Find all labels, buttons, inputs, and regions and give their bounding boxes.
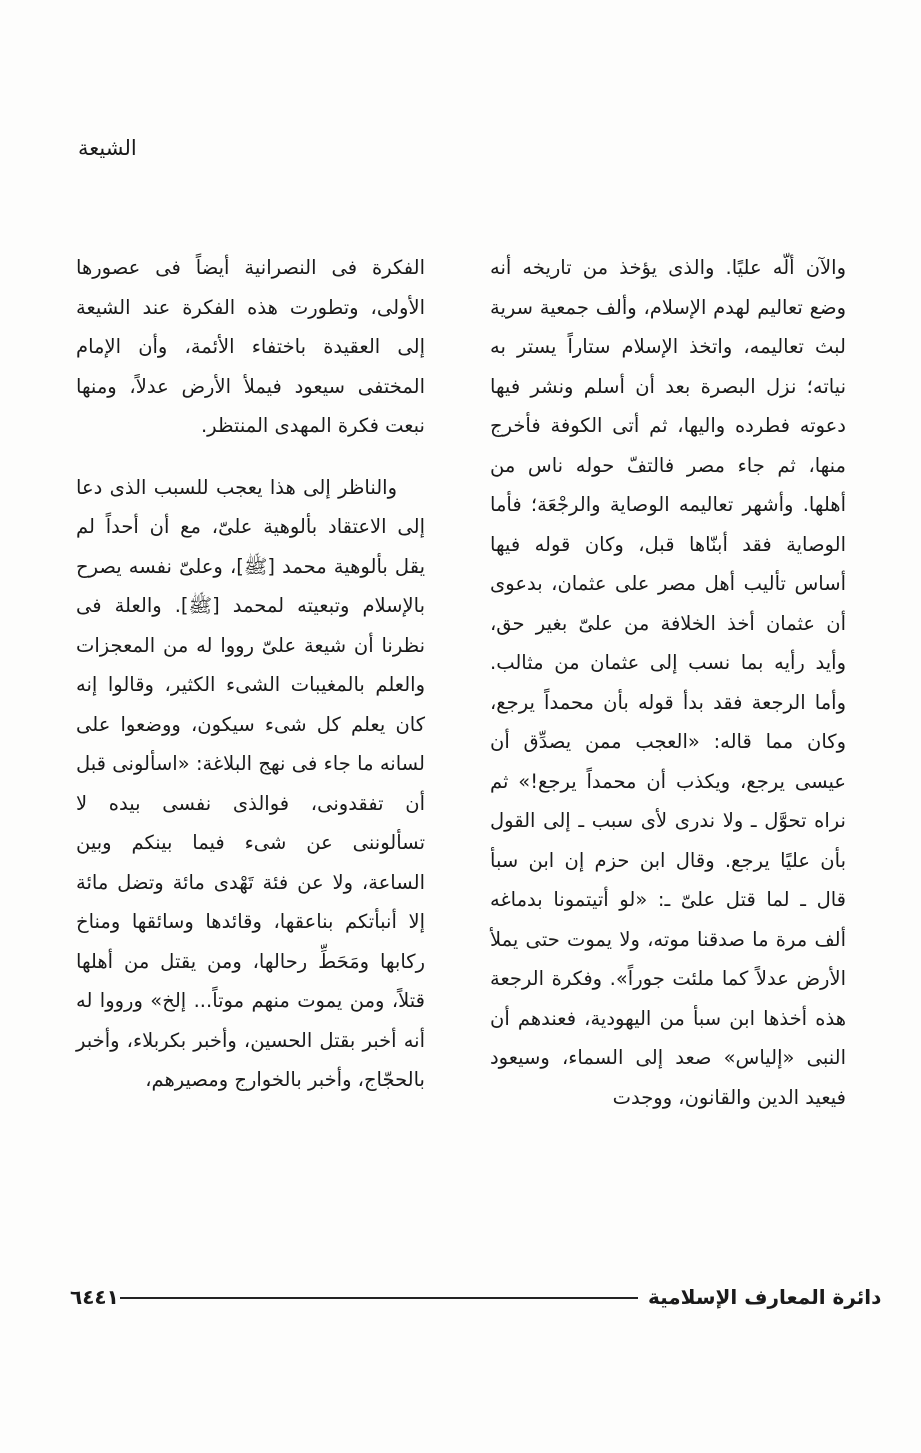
paragraph: الفكرة فى النصرانية أيضاً فى عصورها الأولى، وتطورت هذه الفكرة عند الشيعة إلى العقيدة باختفاء الأئمة، وأن الإمام المختفى سيعود فيملأ الأرض عدلاً، ومنها نبعت فكرة المهدى المنتظر. xyxy=(76,256,425,437)
footer-divider xyxy=(120,1297,638,1299)
page-footer xyxy=(0,1285,921,1325)
paragraph: والناظر إلى هذا يعجب للسبب الذى دعا إلى الاعتقاد بألوهية علىّ، مع أن أحداً لم يقل بألوهية محمد [ﷺ]، وعلىّ نفسه يصرح بالإسلام وتبعيته لمحمد [ﷺ]. والعلة فى نظرنا أن شيعة علىّ رووا له من المعجزات والعلم بالمغيبات الشىء الكثير، وقالوا إنه كان يعلم كل شىء سيكون، ووضعوا على لسانه ما جاء فى نهج البلاغة: «اسألونى قبل أن تفقدونى، فوالذى نفسى بيده لا تسألوننى عن شىء فيما بينكم وبين الساعة، ولا عن فئة تَهْدى مائة وتضل مائة إلا أنبأتكم بناعقها، وقائدها وسائقها ومناخ ركابها ومَحَطِّ رحالها، ومن يقتل من أهلها قتلاً، ومن يموت منهم موتاً... إلخ» ورووا له أنه أخبر بقتل الحسين، وأخبر بكربلاء، وأخبر بالحجّاج، وأخبر بالخوارج ومصيرهم، xyxy=(76,475,425,1091)
text-column-left xyxy=(76,248,425,1100)
page-number: ٦٤٤١ xyxy=(70,1285,119,1309)
text-column-right xyxy=(490,248,846,1117)
running-head: الشيعة xyxy=(78,136,137,160)
paragraph: والآن ألّه عليًا. والذى يؤخذ من تاريخه أنه وضع تعاليم لهدم الإسلام، وألف جمعية سرية لبث تعاليمه، واتخذ الإسلام ستاراً يستر به نياته؛ نزل البصرة بعد أن أسلم ونشر فيها دعوته فطرده واليها، ثم أتى الكوفة فأخرج منها، ثم جاء مصر فالتفّ حوله ناس من أهلها. وأشهر تعاليمه الوصاية والرجْعَة؛ فأما الوصاية فقد أبنّاها قبل، وكان قوله فيها أساس تأليب أهل مصر على عثمان، بدعوى أن عثمان أخذ الخلافة من علىّ بغير حق، وأيد رأيه بما نسب إلى عثمان من مثالب. وأما الرجعة فقد بدأ قوله بأن محمداً يرجع، وكان مما قاله: «العجب ممن يصدِّق أن عيسى يرجع، ويكذب أن محمداً يرجع!» ثم نراه تحوَّل ـ ولا ندرى لأى سبب ـ إلى القول بأن عليًا يرجع. وقال ابن حزم إن ابن سبأ قال ـ لما قتل علىّ ـ: «لو أتيتمونا بدماغه ألف مرة ما صدقنا موته، ولا يموت حتى يملأ الأرض عدلاً كما ملئت جوراً». وفكرة الرجعة هذه أخذها ابن سبأ من اليهودية، فعندهم أن النبى «إلياس» صعد إلى السماء، وسيعود فيعيد الدين والقانون، ووجدت xyxy=(490,256,846,1109)
publication-title: دائرة المعارف الإسلامية xyxy=(648,1285,882,1309)
